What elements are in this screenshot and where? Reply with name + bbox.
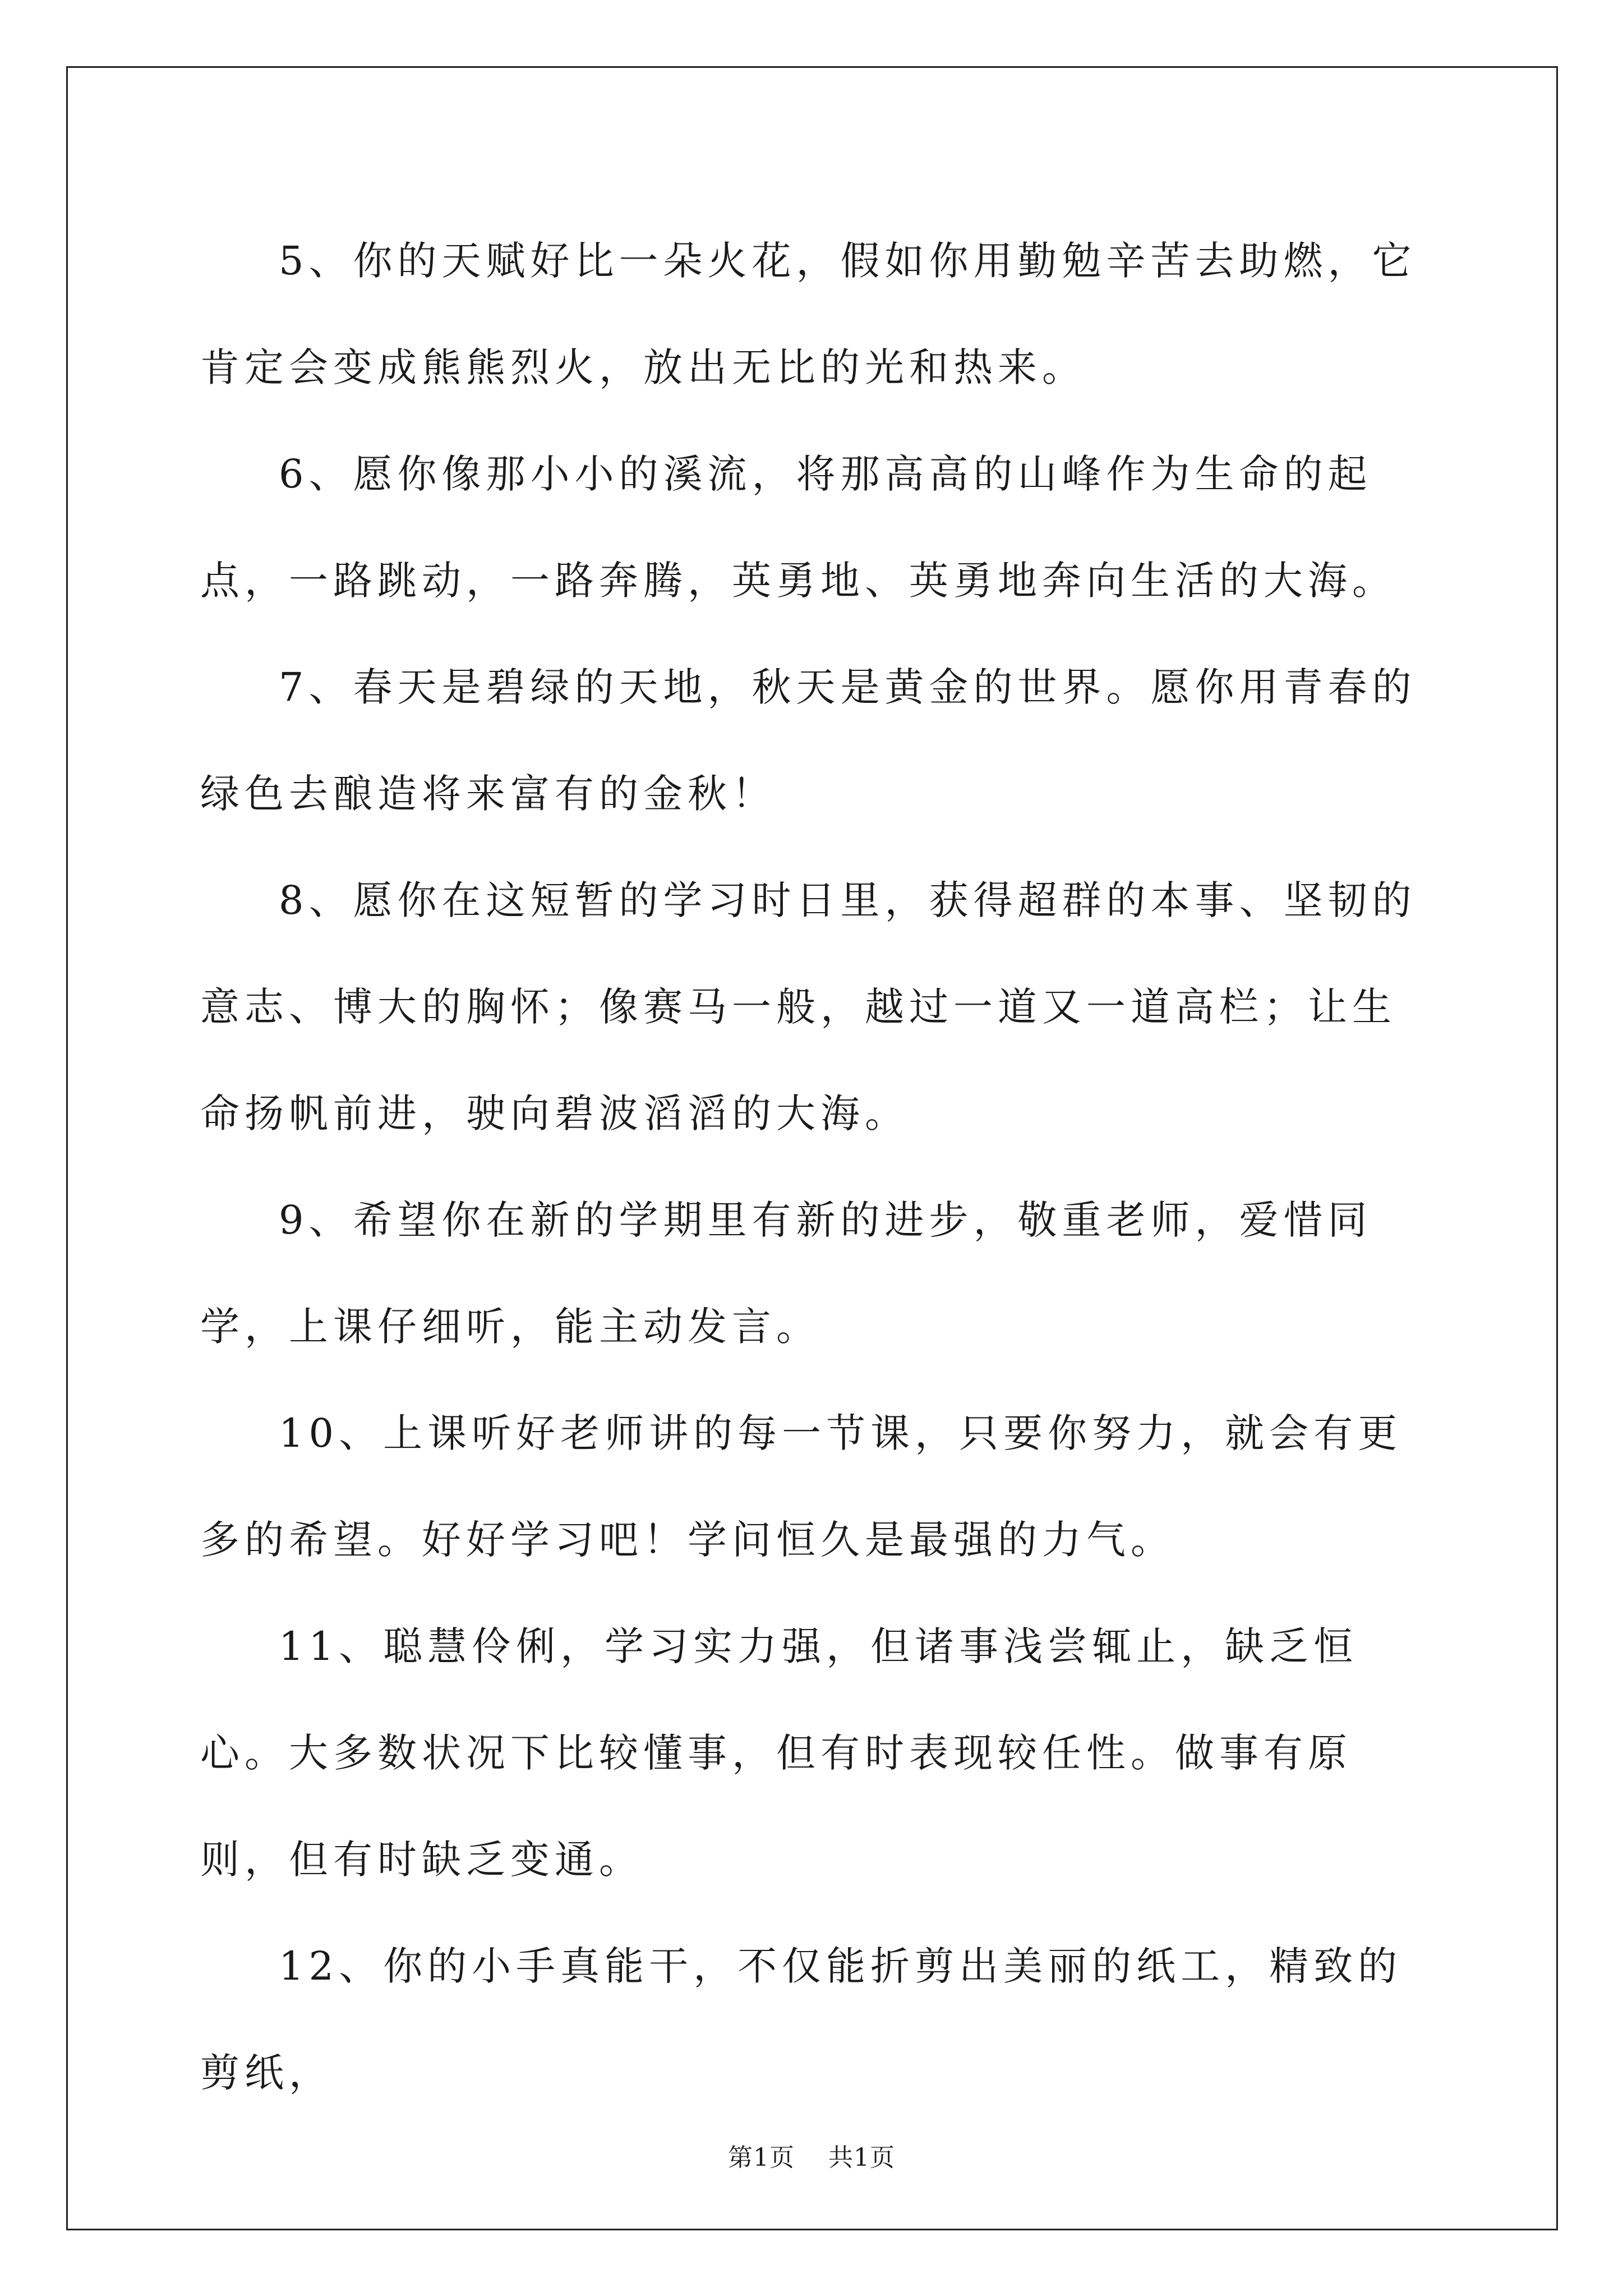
paragraph-6: 6、愿你像那小小的溪流，将那高高的山峰作为生命的起点，一路跳动，一路奔腾，英勇地、英勇地奔向生活的大海。 <box>200 451 1396 604</box>
page-number: 第1页 <box>728 2143 795 2172</box>
paragraph-5: 5、你的天赋好比一朵火花，假如你用勤勉辛苦去助燃，它肯定会变成熊熊烈火，放出无比的光和热来。 <box>200 238 1417 390</box>
document-body <box>200 208 1434 2126</box>
paragraph-9: 9、希望你在新的学期里有新的进步，敬重老师，爱惜同学，上课仔细听，能主动发言。 <box>200 1197 1372 1350</box>
paragraph-7: 7、春天是碧绿的天地，秋天是黄金的世界。愿你用青春的绿色去酿造将来富有的金秋！ <box>200 664 1417 817</box>
paragraph-10: 10、上课听好老师讲的每一节课，只要你努力，就会有更多的希望。好好学习吧！学问恒久是最强的力气。 <box>200 1410 1403 1563</box>
page-total: 共1页 <box>828 2143 895 2172</box>
paragraph-8: 8、愿你在这短暂的学习时日里，获得超群的本事、坚韧的意志、博大的胸怀；像赛马一般，越过一道又一道高栏；让生命扬帆前进，驶向碧波滔滔的大海。 <box>200 877 1417 1137</box>
page-footer <box>0 2137 1623 2173</box>
paragraph-12: 12、你的小手真能干，不仅能折剪出美丽的纸工，精致的剪纸， <box>200 1943 1403 2096</box>
paragraph-11: 11、聪慧伶俐，学习实力强，但诸事浅尝辄止，缺乏恒心。大多数状况下比较懂事，但有时表现较任性。做事有原则，但有时缺乏变通。 <box>200 1623 1358 1883</box>
